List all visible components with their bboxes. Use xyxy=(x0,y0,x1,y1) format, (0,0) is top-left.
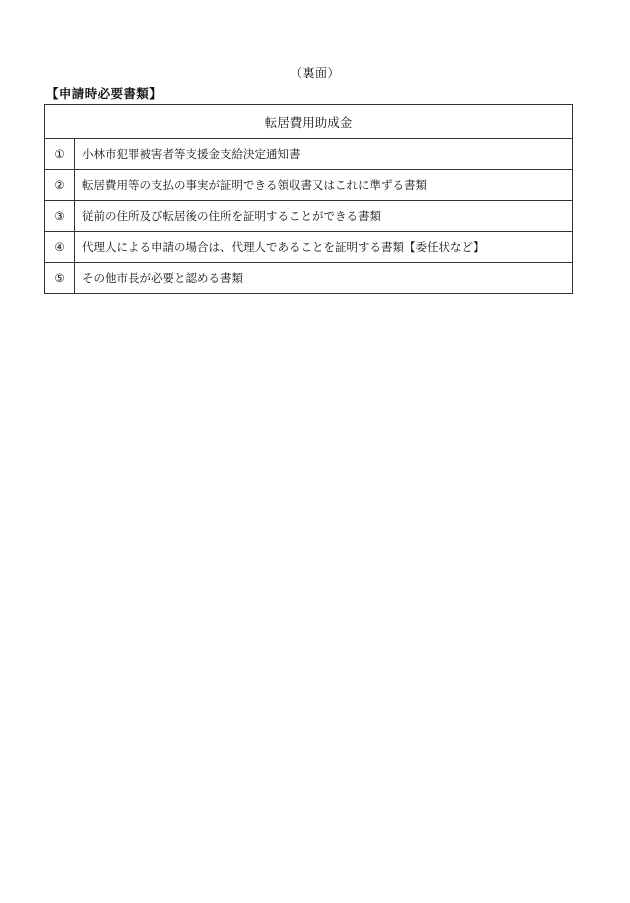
table-title: 転居費用助成金 xyxy=(45,105,573,139)
table-row xyxy=(45,201,573,232)
table-header-row xyxy=(45,105,573,139)
row-text: 小林市犯罪被害者等支援金支給決定通知書 xyxy=(75,139,573,170)
row-number: ① xyxy=(45,139,75,170)
table-row xyxy=(45,170,573,201)
table-row xyxy=(45,232,573,263)
row-text: 代理人による申請の場合は、代理人であることを証明する書類【委任状など】 xyxy=(75,232,573,263)
row-number: ④ xyxy=(45,232,75,263)
table-row xyxy=(45,139,573,170)
row-number: ⑤ xyxy=(45,263,75,294)
section-heading: 【申請時必要書類】 xyxy=(46,86,163,101)
row-text: 従前の住所及び転居後の住所を証明することができる書類 xyxy=(75,201,573,232)
required-documents-table xyxy=(44,104,573,294)
row-number: ③ xyxy=(45,201,75,232)
row-text: その他市長が必要と認める書類 xyxy=(75,263,573,294)
row-text: 転居費用等の支払の事実が証明できる領収書又はこれに準ずる書類 xyxy=(75,170,573,201)
row-number: ② xyxy=(45,170,75,201)
table-row xyxy=(45,263,573,294)
page-side-label: （裏面） xyxy=(289,66,340,80)
